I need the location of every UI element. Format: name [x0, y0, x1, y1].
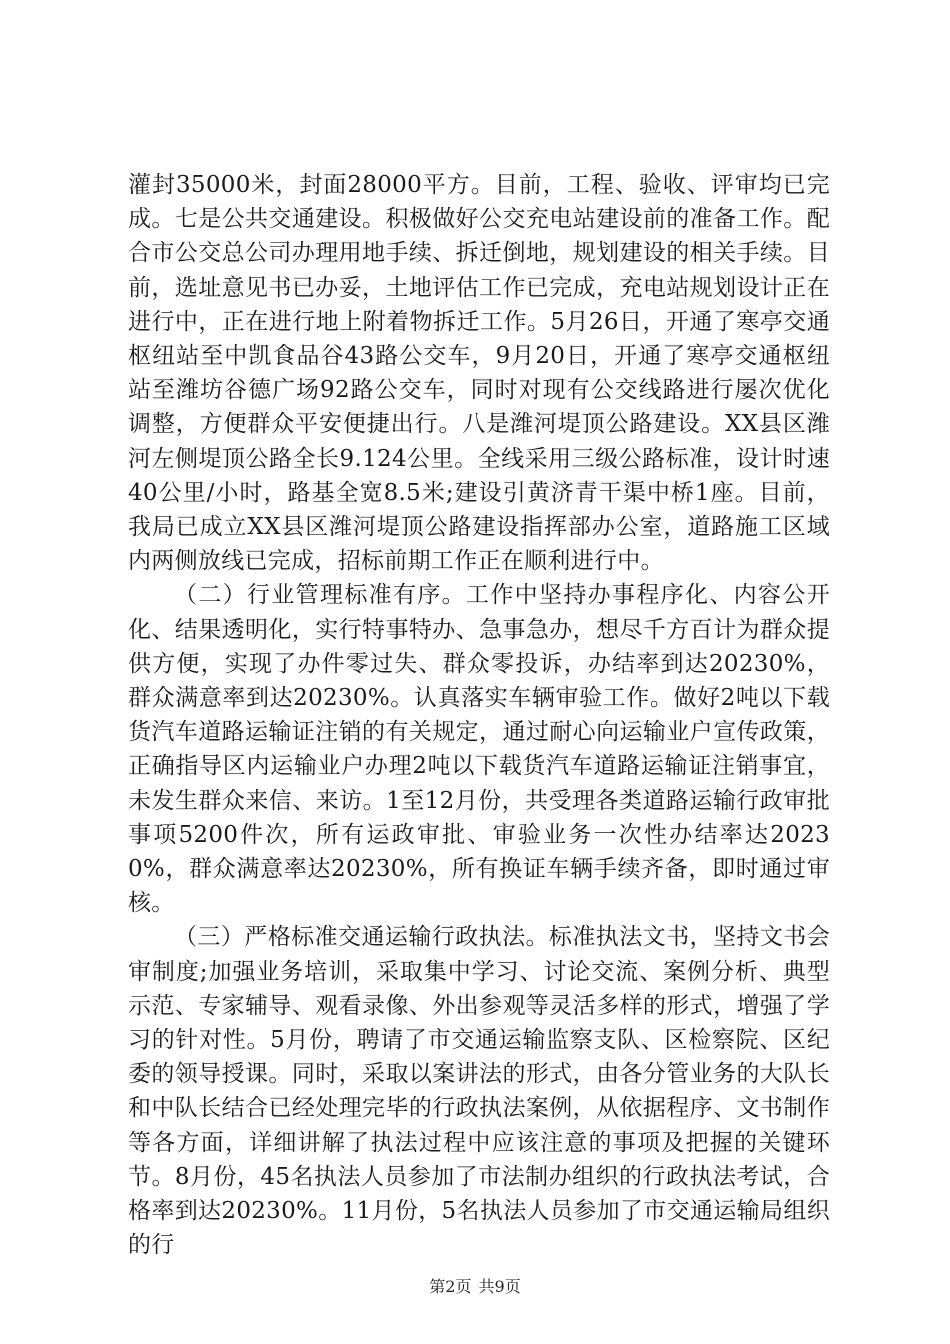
paragraph-industry-management: （二）行业管理标准有序。工作中坚持办事程序化、内容公开化、结果透明化，实行特事特办、急事急办，想尽千方百计为群众提供方便，实现了办件零过失、群众零投诉，办结率到达20230%，群众满意率到达20230%。认真落实车辆审验工作。做好2吨以下载货汽车道路运输证注销的有关规定，通过耐心向运输业户宣传政策，正确指导区内运输业户办理2吨以下载货汽车道路运输证注销事宜，未发生群众来信、来访。1至12月份，共受理各类道路运输行政审批事项5200件次，所有运政审批、审验业务一次性办结率达20230%，群众满意率达20230%，所有换证车辆手续齐备，即时通过审核。 [128, 582, 830, 917]
page-footer [0, 1277, 950, 1297]
paragraph-construction-projects: 灌封35000米，封面28000平方。目前，工程、验收、评审均已完成。七是公共交通建设。积极做好公交充电站建设前的准备工作。配合市公交总公司办理用地手续、拆迁倒地，规划建设的相关手续。目前，选址意见书已办妥，土地评估工作已完成，充电站规划设计正在进行中，正在进行地上附着物拆迁工作。5月26日，开通了寒亭交通枢纽站至中凯食品谷43路公交车，9月20日，开通了寒亭交通枢纽站至潍坊谷德广场92路公交车，同时对现有公交线路进行屡次优化调整，方便群众平安便捷出行。八是潍河堤顶公路建设。XX县区潍河左侧堤顶公路全长9.124公里。全线采用三级公路标准，设计时速40公里/小时，路基全宽8.5米;建设引黄济青干渠中桥1座。目前，我局已成立XX县区潍河堤顶公路建设指挥部办公室，道路施工区域内两侧放线已完成，招标前期工作正在顺利进行中。 [128, 172, 830, 575]
paragraph-law-enforcement: （三）严格标准交通运输行政执法。标准执法文书，坚持文书会审制度;加强业务培训，采取集中学习、讨论交流、案例分析、典型示范、专家辅导、观看录像、外出参观等灵活多样的形式，增强了学习的针对性。5月份，聘请了市交通运输监察支队、区检察院、区纪委的领导授课。同时，采取以案讲法的形式，由各分管业务的大队长和中队长结合已经处理完毕的行政执法案例，从依据程序、文书制作等各方面，详细讲解了执法过程中应该注意的事项及把握的关键环节。8月份，45名执法人员参加了市法制办组织的行政执法考试，合格率到达20230%。11月份，5名执法人员参加了市交通运输局组织的行 [128, 924, 830, 1259]
page-number: 第2页 [429, 1277, 472, 1296]
document-body [128, 168, 830, 1263]
page-total: 共9页 [478, 1277, 521, 1296]
